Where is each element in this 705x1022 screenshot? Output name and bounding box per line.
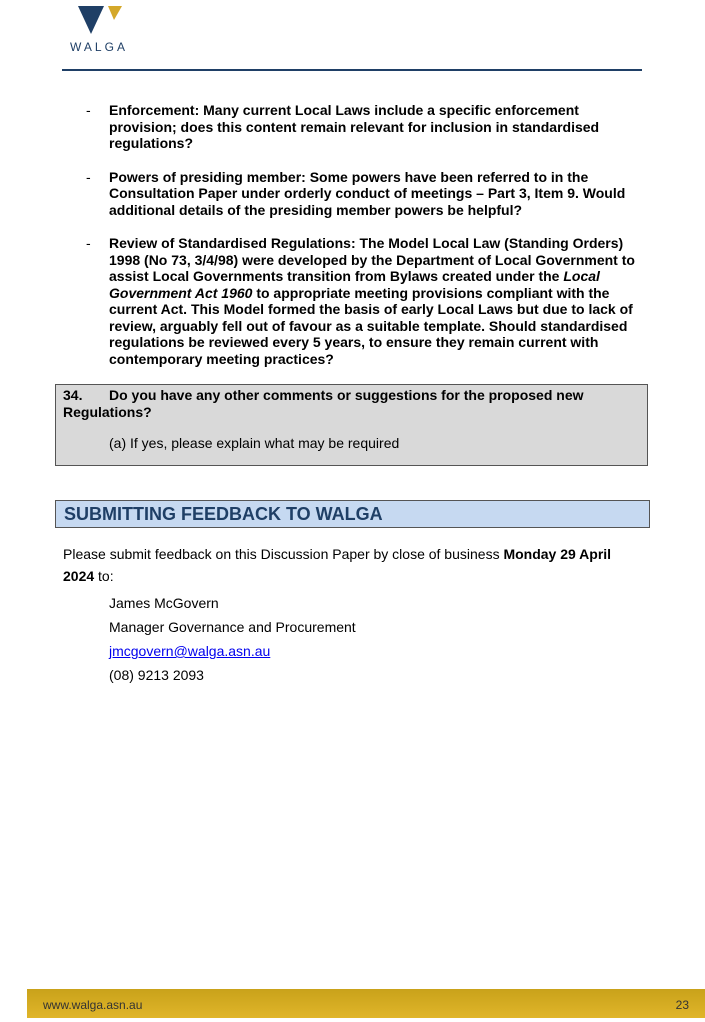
contact-title: Manager Governance and Procurement bbox=[109, 619, 356, 635]
section-heading-box bbox=[55, 500, 650, 528]
page-number: 23 bbox=[675, 998, 689, 1012]
section-title: SUBMITTING FEEDBACK TO WALGA bbox=[64, 504, 383, 524]
contact-email-line bbox=[109, 642, 356, 666]
bullet-dash: - bbox=[86, 235, 91, 251]
bullet-dash: - bbox=[86, 102, 91, 118]
walga-logo bbox=[66, 6, 132, 58]
bullet-enforcement bbox=[86, 102, 646, 152]
bullet-dash: - bbox=[86, 168, 91, 185]
bullet-list bbox=[86, 102, 646, 384]
bullet-text-part: Review of Standardised Regulations: The Model Local Law (Standing Orders) 1998 (No 73, 3/4/98) were developed by the Department of Local Government to assist Local Governments transition from Bylaws created under the bbox=[109, 235, 635, 284]
question-number: 34. bbox=[63, 387, 83, 403]
bullet-review bbox=[86, 235, 646, 367]
footer-url: www.walga.asn.au bbox=[43, 998, 143, 1012]
contact-name: James McGovern bbox=[109, 595, 219, 611]
contact-email-link[interactable]: jmcgovern@walga.asn.au bbox=[109, 643, 271, 659]
logo-text: WALGA bbox=[70, 40, 128, 54]
question-sub-item: (a) If yes, please explain what may be required bbox=[109, 435, 400, 451]
bullet-text bbox=[109, 235, 635, 367]
bullet-text: Powers of presiding member: Some powers have been referred to in the Consultation Paper under orderly conduct of meetings – Part 3, Item 9. Would additional details of the presiding member powers be helpful? bbox=[109, 168, 626, 218]
bullet-text: Enforcement: Many current Local Laws include a specific enforcement provision; does this content remain relevant for inclusion in standardised regulations? bbox=[109, 102, 600, 151]
walga-logo-mark-icon bbox=[78, 6, 122, 36]
question-text: Do you have any other comments or suggestions for the proposed new Regulations? bbox=[63, 387, 584, 420]
deadline: Monday 29 April 2024 bbox=[63, 546, 612, 584]
intro-text: Please submit feedback on this Discussion Paper by close of business bbox=[63, 546, 504, 562]
submission-intro bbox=[63, 543, 633, 587]
contact-phone: (08) 9213 2093 bbox=[109, 667, 204, 683]
act-name-italic: Local Government Act 1960 bbox=[109, 268, 600, 301]
question-box bbox=[55, 384, 648, 466]
bullet-text-part: to appropriate meeting provisions compliant with the current Act. This Model formed the basis of early Local Laws but due to lack of review, arguably fell out of favour as a suitable template. Should standardised regulations be reviewed every 5 years, to ensure they remain current with contemporary meeting practices? bbox=[109, 284, 633, 367]
contact-block bbox=[109, 594, 356, 690]
intro-text-end: to: bbox=[94, 568, 114, 584]
header-divider bbox=[62, 69, 642, 71]
footer-bar bbox=[27, 989, 705, 1018]
bullet-presiding-member bbox=[86, 169, 646, 219]
